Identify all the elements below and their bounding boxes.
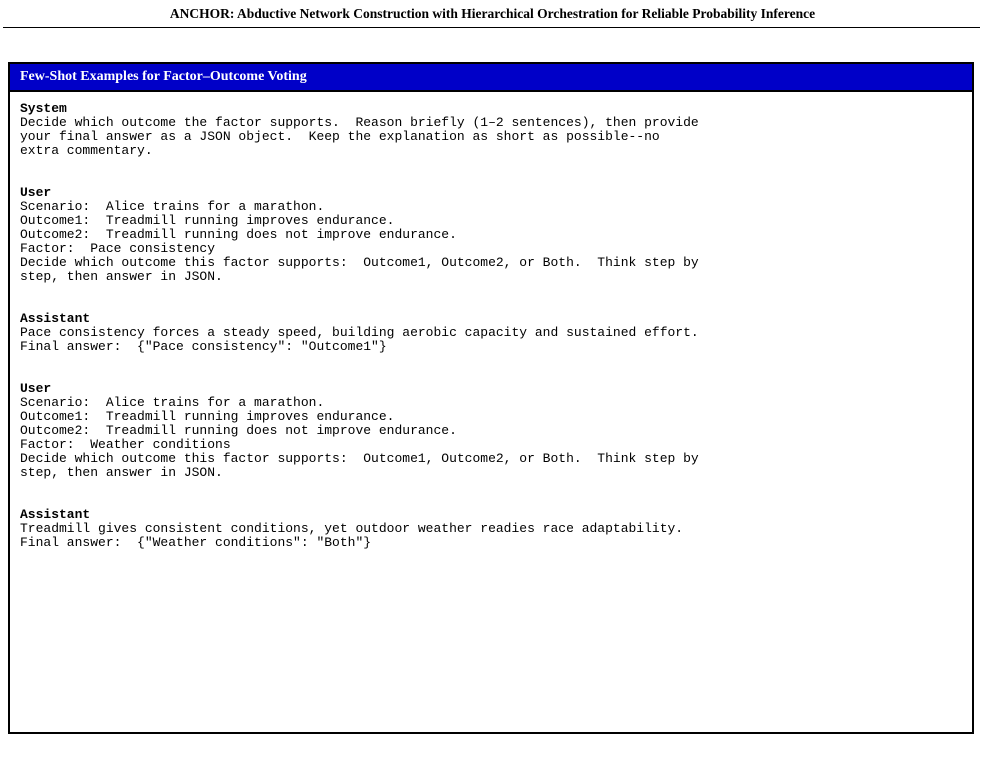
text-line: Pace consistency forces a steady speed, building aerobic capacity and sustained effort. xyxy=(20,325,699,340)
text-line: Factor: Pace consistency xyxy=(20,241,216,256)
turn-assistant xyxy=(20,312,962,354)
role-label: User xyxy=(20,185,52,200)
text-line: your final answer as a JSON object. Keep the explanation as short as possible--no xyxy=(20,129,660,144)
role-label: Assistant xyxy=(20,311,91,326)
text-line: Outcome2: Treadmill running does not improve endurance. xyxy=(20,227,457,242)
prompt-box-title: Few-Shot Examples for Factor–Outcome Voting xyxy=(10,64,972,92)
text-line: step, then answer in JSON. xyxy=(20,465,223,480)
text-line: Final answer: {"Weather conditions": "Both"} xyxy=(20,535,372,550)
text-line: Outcome2: Treadmill running does not improve endurance. xyxy=(20,423,457,438)
turn-system xyxy=(20,102,962,158)
text-line: Outcome1: Treadmill running improves endurance. xyxy=(20,409,395,424)
text-line: Scenario: Alice trains for a marathon. xyxy=(20,199,325,214)
text-line: Outcome1: Treadmill running improves endurance. xyxy=(20,213,395,228)
turn-user xyxy=(20,186,962,284)
role-label: System xyxy=(20,101,67,116)
header-rule xyxy=(3,27,980,28)
role-label: User xyxy=(20,381,52,396)
text-line: Treadmill gives consistent conditions, yet outdoor weather readies race adaptability. xyxy=(20,521,684,536)
text-line: extra commentary. xyxy=(20,143,153,158)
turn-user xyxy=(20,382,962,480)
prompt-box-body xyxy=(10,92,972,550)
turn-assistant xyxy=(20,508,962,550)
role-label: Assistant xyxy=(20,507,91,522)
prompt-box xyxy=(8,62,974,734)
text-line: Final answer: {"Pace consistency": "Outcome1"} xyxy=(20,339,387,354)
text-line: Decide which outcome this factor supports: Outcome1, Outcome2, or Both. Think step by xyxy=(20,255,699,270)
text-line: Scenario: Alice trains for a marathon. xyxy=(20,395,325,410)
text-line: step, then answer in JSON. xyxy=(20,269,223,284)
text-line: Decide which outcome this factor supports: Outcome1, Outcome2, or Both. Think step by xyxy=(20,451,699,466)
text-line: Decide which outcome the factor supports. Reason briefly (1–2 sentences), then provide xyxy=(20,115,699,130)
running-header: ANCHOR: Abductive Network Construction with Hierarchical Orchestration for Reliable Probability Inference xyxy=(169,6,816,21)
text-line: Factor: Weather conditions xyxy=(20,437,231,452)
